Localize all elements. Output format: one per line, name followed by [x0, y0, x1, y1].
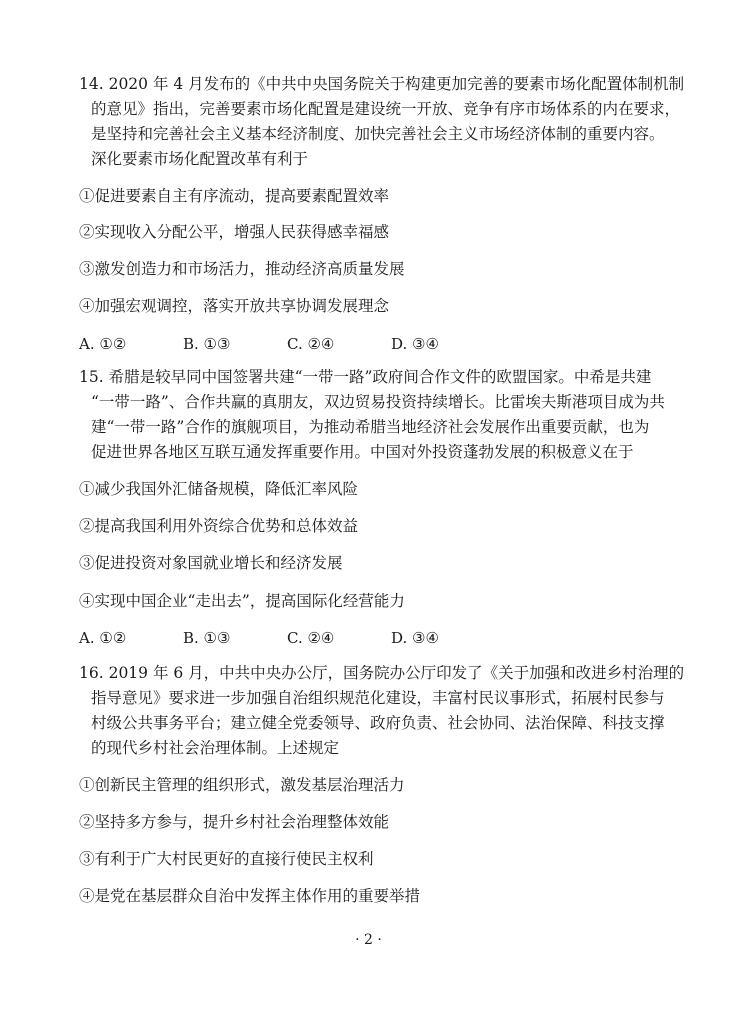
answer-c: C. ②④: [287, 629, 335, 647]
question-15-option-4: ④实现中国企业“走出去”，提高国际化经营能力: [79, 592, 405, 610]
answer-b: B. ①③: [183, 629, 231, 647]
question-16-option-1: ①创新民主管理的组织形式，激发基层治理活力: [79, 776, 405, 794]
question-15-line-4: 促进世界各地区互联互通发挥重要作用。中国对外投资蓬勃发展的积极意义在于: [91, 443, 634, 461]
question-14-line-3: 是坚持和完善社会主义基本经济制度、加快完善社会主义市场经济体制的重要内容。: [91, 125, 665, 143]
question-16-option-4: ④是党在基层群众自治中发挥主体作用的重要举措: [79, 887, 421, 905]
question-14-option-4: ④加强宏观调控，落实开放共享协调发展理念: [79, 297, 390, 315]
question-16-option-2: ②坚持多方参与，提升乡村社会治理整体效能: [79, 813, 390, 831]
answer-c: C. ②④: [287, 335, 335, 353]
question-16-line-3: 村级公共事务平台；建立健全党委领导、政府负责、社会协同、法治保障、科技支撑: [91, 714, 665, 732]
question-15-option-2: ②提高我国利用外资综合优势和总体效益: [79, 517, 359, 535]
question-14-answers: [79, 333, 495, 355]
question-15-line-2: “一带一路”、合作共赢的真朋友，双边贸易投资持续增长。比雷埃夫斯港项目成为共: [91, 393, 665, 411]
question-14: [79, 72, 685, 172]
question-14-option-3: ③激发创造力和市场活力，推动经济高质量发展: [79, 260, 405, 278]
question-14-line-2: 的意见》指出，完善要素市场化配置是建设统一开放、竞争有序市场体系的内在要求，: [91, 100, 681, 118]
question-16-line-2: 指导意见》要求进一步加强自治组织规范化建设，丰富村民议事形式，拓展村民参与: [91, 689, 665, 707]
answer-a: A. ①②: [79, 335, 127, 353]
question-14-line-1: 14. 2020 年 4 月发布的《中共中央国务院关于构建更加完善的要素市场化配置体制机制: [79, 75, 685, 93]
question-16-option-3: ③有利于广大村民更好的直接行使民主权利: [79, 850, 374, 868]
question-14-option-2: ②实现收入分配公平，增强人民获得感幸福感: [79, 223, 390, 241]
question-15-line-3: 建“一带一路”合作的旗舰项目，为推动希腊当地经济社会发展作出重要贡献，也为: [91, 418, 650, 436]
answer-a: A. ①②: [79, 629, 127, 647]
question-15-option-1: ①减少我国外汇储备规模，降低汇率风险: [79, 480, 359, 498]
question-15-line-1: 15. 希腊是较早同中国签署共建“一带一路”政府间合作文件的欧盟国家。中希是共建: [79, 368, 652, 386]
question-14-line-4: 深化要素市场化配置改革有利于: [91, 150, 309, 168]
question-15-answers: [79, 627, 495, 649]
question-15-option-3: ③促进投资对象国就业增长和经济发展: [79, 554, 343, 572]
question-16-line-4: 的现代乡村社会治理体制。上述规定: [91, 739, 340, 757]
page-number: · 2 ·: [355, 932, 382, 948]
question-15: [79, 365, 679, 465]
question-16: [79, 661, 685, 761]
answer-d: D. ③④: [391, 335, 439, 353]
answer-d: D. ③④: [391, 629, 439, 647]
answer-b: B. ①③: [183, 335, 231, 353]
question-14-option-1: ①促进要素自主有序流动，提高要素配置效率: [79, 187, 390, 205]
question-16-line-1: 16. 2019 年 6 月，中共中央办公厅，国务院办公厅印发了《关于加强和改进乡村治理的: [79, 664, 685, 682]
